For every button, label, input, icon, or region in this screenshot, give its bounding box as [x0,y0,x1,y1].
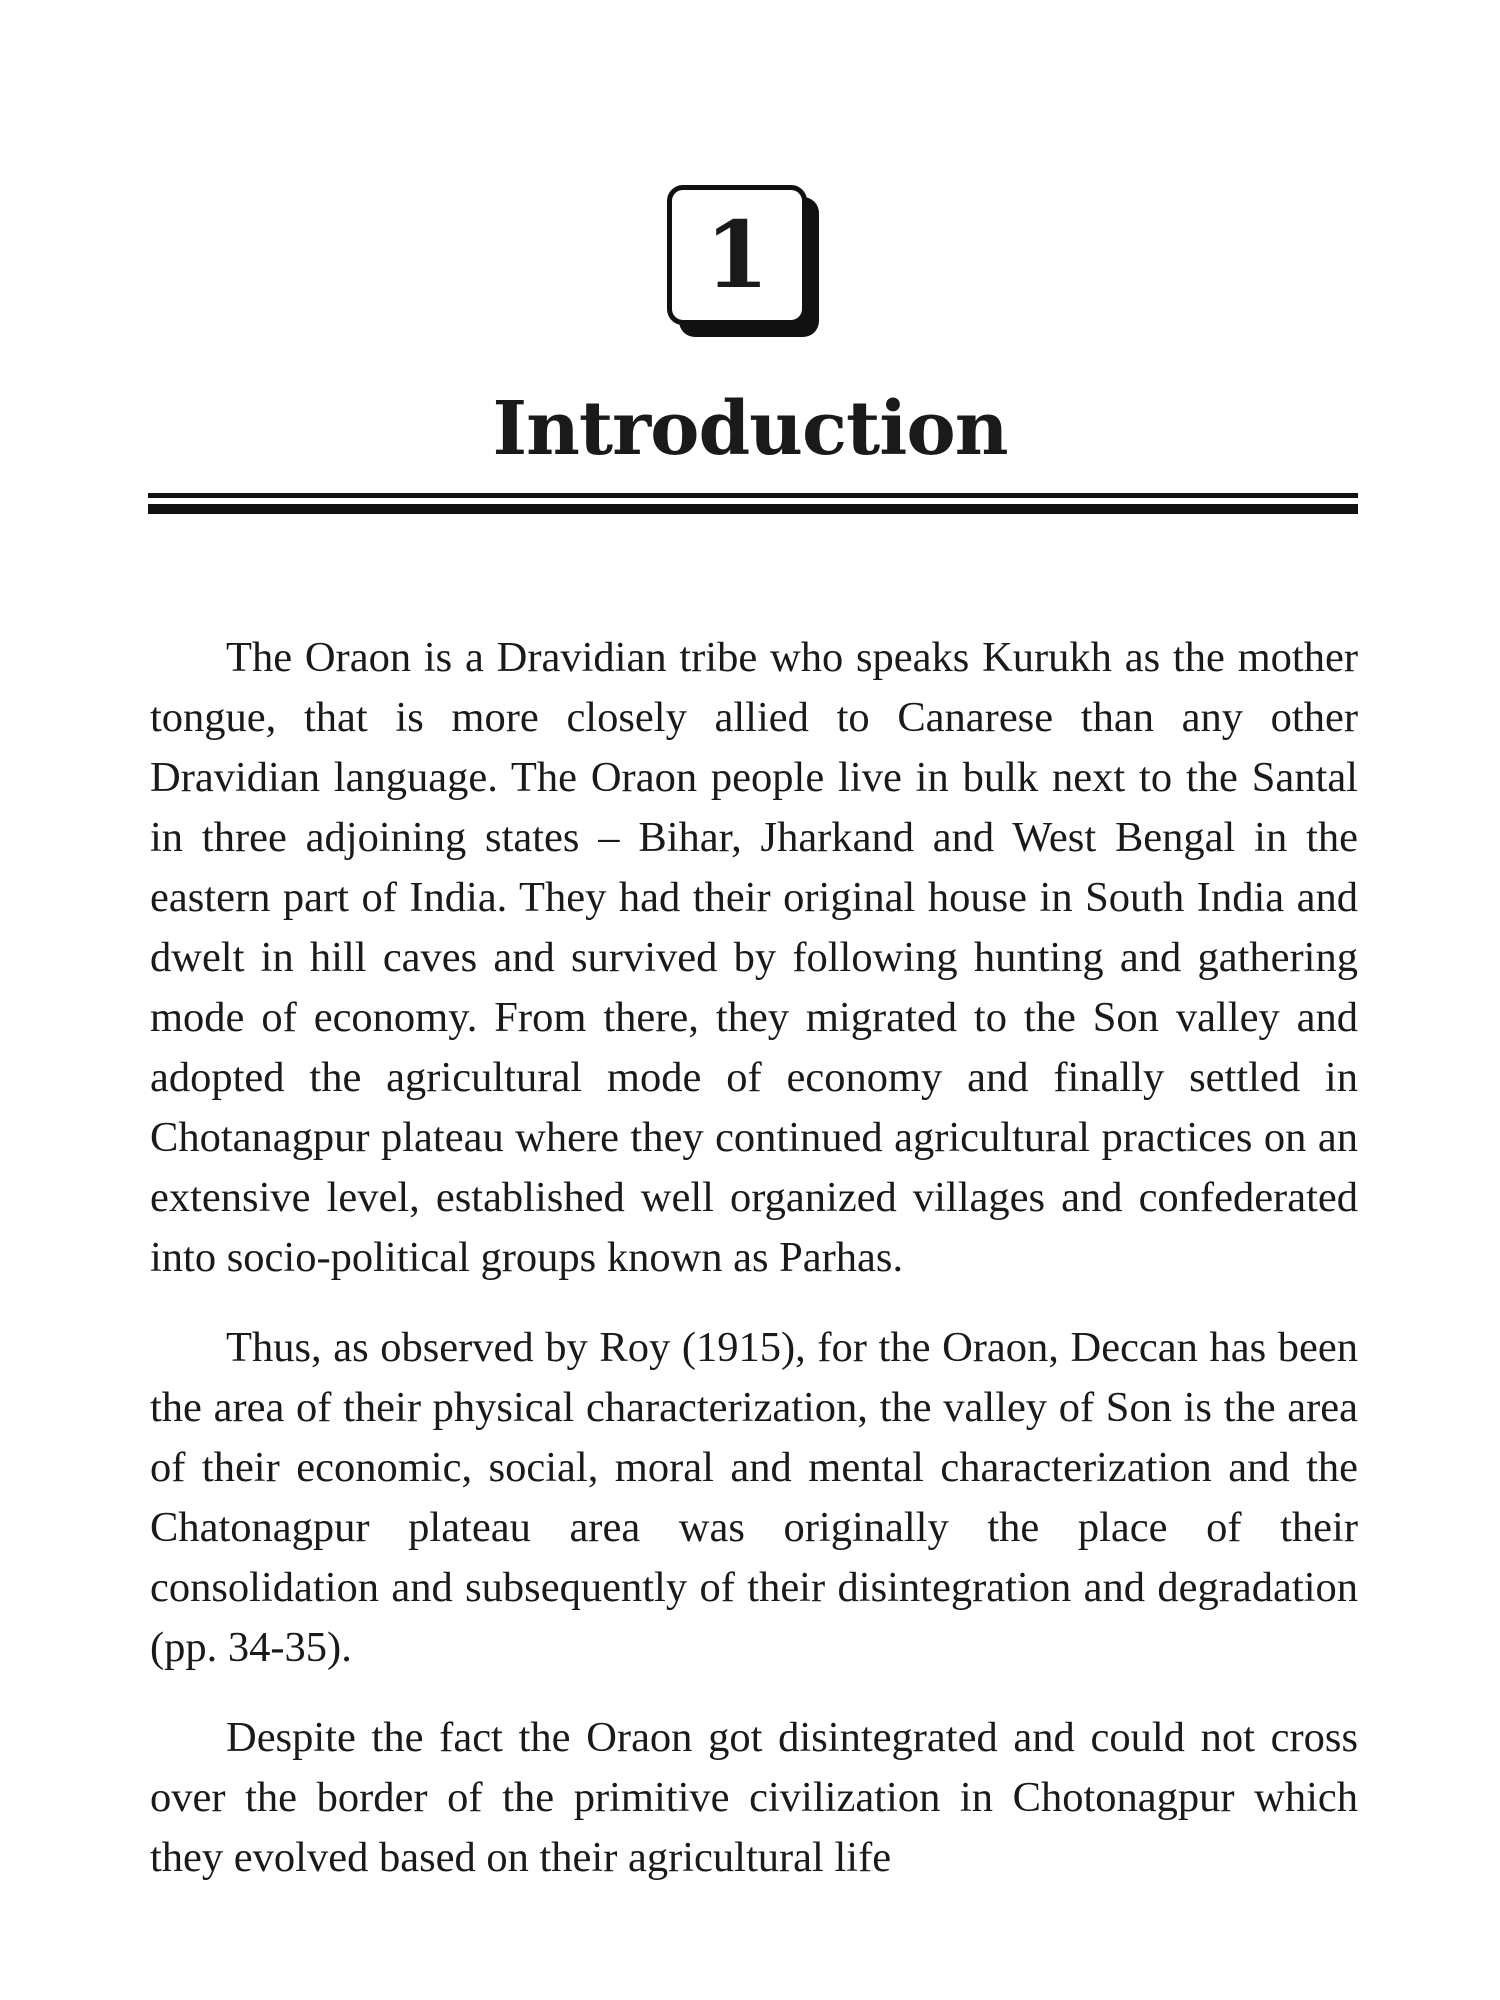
chapter-number: 1 [667,185,807,325]
title-rule-thin [148,493,1358,498]
chapter-number-box [667,185,827,345]
paragraph-3: Despite the fact the Oraon got disintegrated and could not cross over the border of the primitive civilization in Chotonagpur which they evolved based on their agricultural life [150,1714,1358,1881]
paragraph-2: Thus, as observed by Roy (1915), for the Oraon, Deccan has been the area of their physical characterization, the valley of Son is the area of their economic, social, moral and mental characterization and the Chatonagpur plateau area was originally the place of their consolidation and subsequently of their disintegration and degradation (pp. 34-35). [150,1324,1358,1671]
title-rule-thick [148,504,1358,514]
body-text [150,628,1358,1888]
paragraph-1: The Oraon is a Dravidian tribe who speaks Kurukh as the mother tongue, that is more closely allied to Canarese than any other Dravidian language. The Oraon people live in bulk next to the Santal in three adjoining states – Bihar, Jharkand and West Bengal in the eastern part of India. They had their original house in South India and dwelt in hill caves and survived by following hunting and gathering mode of economy. From there, they migrated to the Son valley and adopted the agricultural mode of economy and finally settled in Chotanagpur plateau where they continued agricultural practices on an extensive level, established well organized villages and confederated into socio-political groups known as Parhas. [150,634,1358,1281]
chapter-title: Introduction [492,386,1008,472]
